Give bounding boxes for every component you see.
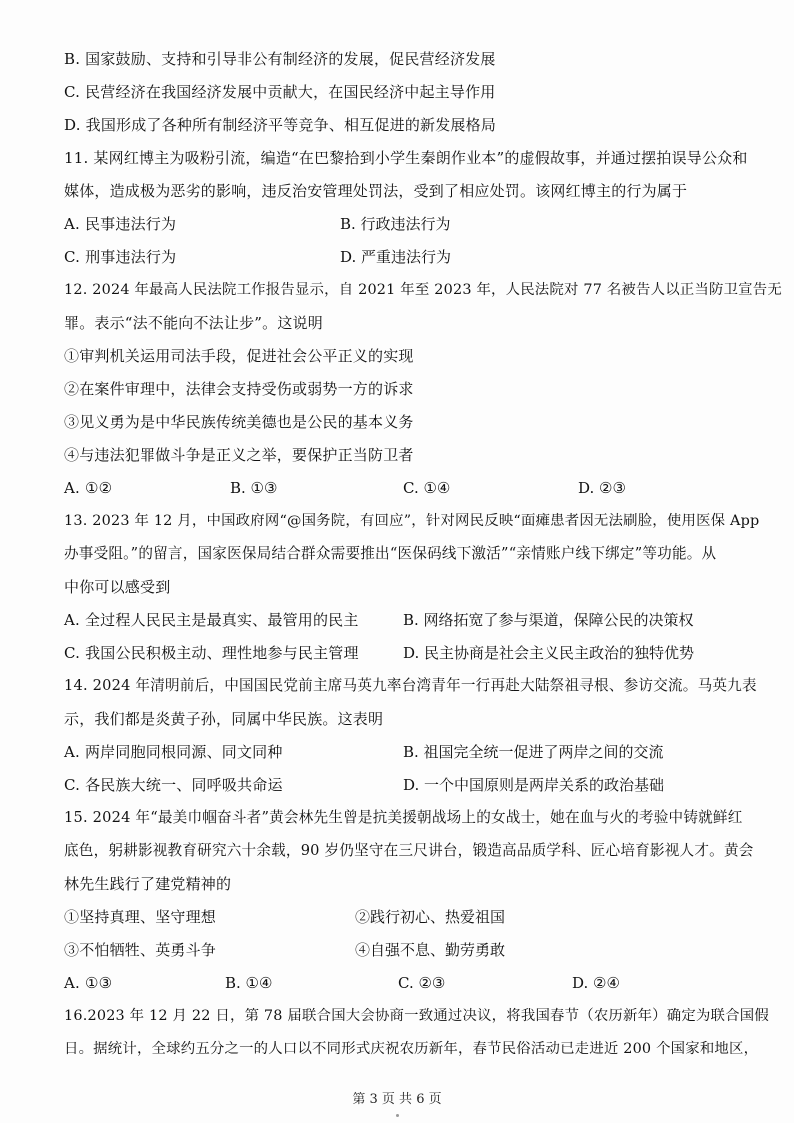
option-b: B. 祖国完全统一促进了两岸之间的交流 (403, 743, 664, 761)
question-15-stem: 15. 2024 年“最美巾帼奋斗者”黄会林先生曾是抗美援朝战场上的女战士，她在血与火的考验中铸就鲜红 (64, 809, 743, 826)
statement-2: ②践行初心、热爱祖国 (355, 908, 506, 926)
statement-4: ④与违法犯罪做斗争是正义之举，要保护正当防卫者 (64, 446, 414, 464)
option-line: B. 国家鼓励、支持和引导非公有制经济的发展，促民营经济发展 (64, 50, 496, 68)
option-c: C. 刑事违法行为 (64, 248, 177, 266)
statement-2: ②在案件审理中，法律会支持受伤或弱势一方的诉求 (64, 380, 414, 398)
option-b: B. 网络拓宽了参与渠道，保障公民的决策权 (403, 611, 694, 629)
question-13-stem: 中你可以感受到 (64, 578, 171, 596)
question-16-stem: 16.2023 年 12 月 22 日，第 78 届联合国大会协商一致通过决议，将我国春节（农历新年）确定为联合国假 (64, 1008, 769, 1024)
option-a: A. ①③ (64, 974, 113, 992)
option-c: C. 我国公民积极主动、理性地参与民主管理 (64, 644, 359, 662)
option-a: A. ①② (64, 479, 113, 497)
option-d: D. ②③ (578, 479, 626, 497)
option-b: B. 行政违法行为 (340, 215, 451, 233)
option-c: C. 各民族大统一、同呼吸共命运 (64, 776, 283, 794)
statement-1: ①审判机关运用司法手段，促进社会公平正义的实现 (64, 347, 414, 365)
statement-3: ③见义勇为是中华民族传统美德也是公民的基本义务 (64, 413, 414, 431)
statement-1: ①坚持真理、坚守理想 (64, 908, 217, 926)
question-15-stem: 林先生践行了建党精神的 (64, 875, 232, 893)
option-d: D. ②④ (572, 974, 620, 992)
question-12-stem: 12. 2024 年最高人民法院工作报告显示，自 2021 年至 2023 年，人民法院对 77 名被告人以正当防卫宣告无 (64, 282, 782, 298)
option-b: B. ①③ (230, 479, 278, 497)
statement-3: ③不怕牺牲、英勇斗争 (64, 941, 217, 959)
page-number: 第 3 页 共 6 页 (352, 1092, 442, 1107)
question-11-stem: 媒体，造成极为恶劣的影响，违反治安管理处罚法，受到了相应处罚。该网红博主的行为属于 (64, 182, 688, 200)
option-d: D. 一个中国原则是两岸关系的政治基础 (403, 776, 665, 794)
option-c: C. ①④ (403, 479, 451, 497)
option-a: A. 全过程人民民主是最真实、最管用的民主 (64, 611, 359, 629)
question-15-stem: 底色，躬耕影视教育研究六十余载，90 岁仍坚守在三尺讲台，锻造高品质学科、匠心培育影视人才。黄会 (64, 842, 754, 859)
scan-speck (396, 1114, 399, 1117)
question-13-stem: 13. 2023 年 12 月，中国政府网“@国务院，有回应”，针对网民反映“面瘫患者因无法刷脸，使用医保 App (64, 513, 760, 529)
option-d: D. 严重违法行为 (340, 248, 452, 266)
option-b: B. ①④ (225, 974, 273, 992)
question-11-stem: 11. 某网红博主为吸粉引流，编造“在巴黎拾到小学生秦朗作业本”的虚假故事，并通过摆拍误导公众和 (64, 149, 748, 167)
question-12-stem: 罪。表示“法不能向不法让步”。这说明 (64, 314, 323, 332)
option-line: C. 民营经济在我国经济发展中贡献大，在国民经济中起主导作用 (64, 83, 496, 101)
question-16-stem: 日。据统计，全球约五分之一的人口以不同形式庆祝农历新年，春节民俗活动已走进近 200 个国家和地区， (64, 1041, 759, 1057)
option-a: A. 两岸同胞同根同源、同文同种 (64, 743, 283, 761)
question-14-stem: 14. 2024 年清明前后，中国国民党前主席马英九率台湾青年一行再赴大陆祭祖寻根、参访交流。马英九表 (64, 677, 757, 694)
option-d: D. 民主协商是社会主义民主政治的独特优势 (403, 644, 695, 662)
statement-4: ④自强不息、勤劳勇敢 (355, 941, 506, 959)
question-13-stem: 办事受阻。”的留言，国家医保局结合群众需要推出“医保码线下激活”“亲情账户线下绑定”等功能。从 (64, 545, 717, 562)
question-14-stem: 示，我们都是炎黄子孙，同属中华民族。这表明 (64, 710, 384, 728)
option-line: D. 我国形成了各种所有制经济平等竞争、相互促进的新发展格局 (64, 116, 497, 134)
option-c: C. ②③ (398, 974, 446, 992)
option-a: A. 民事违法行为 (64, 215, 177, 233)
